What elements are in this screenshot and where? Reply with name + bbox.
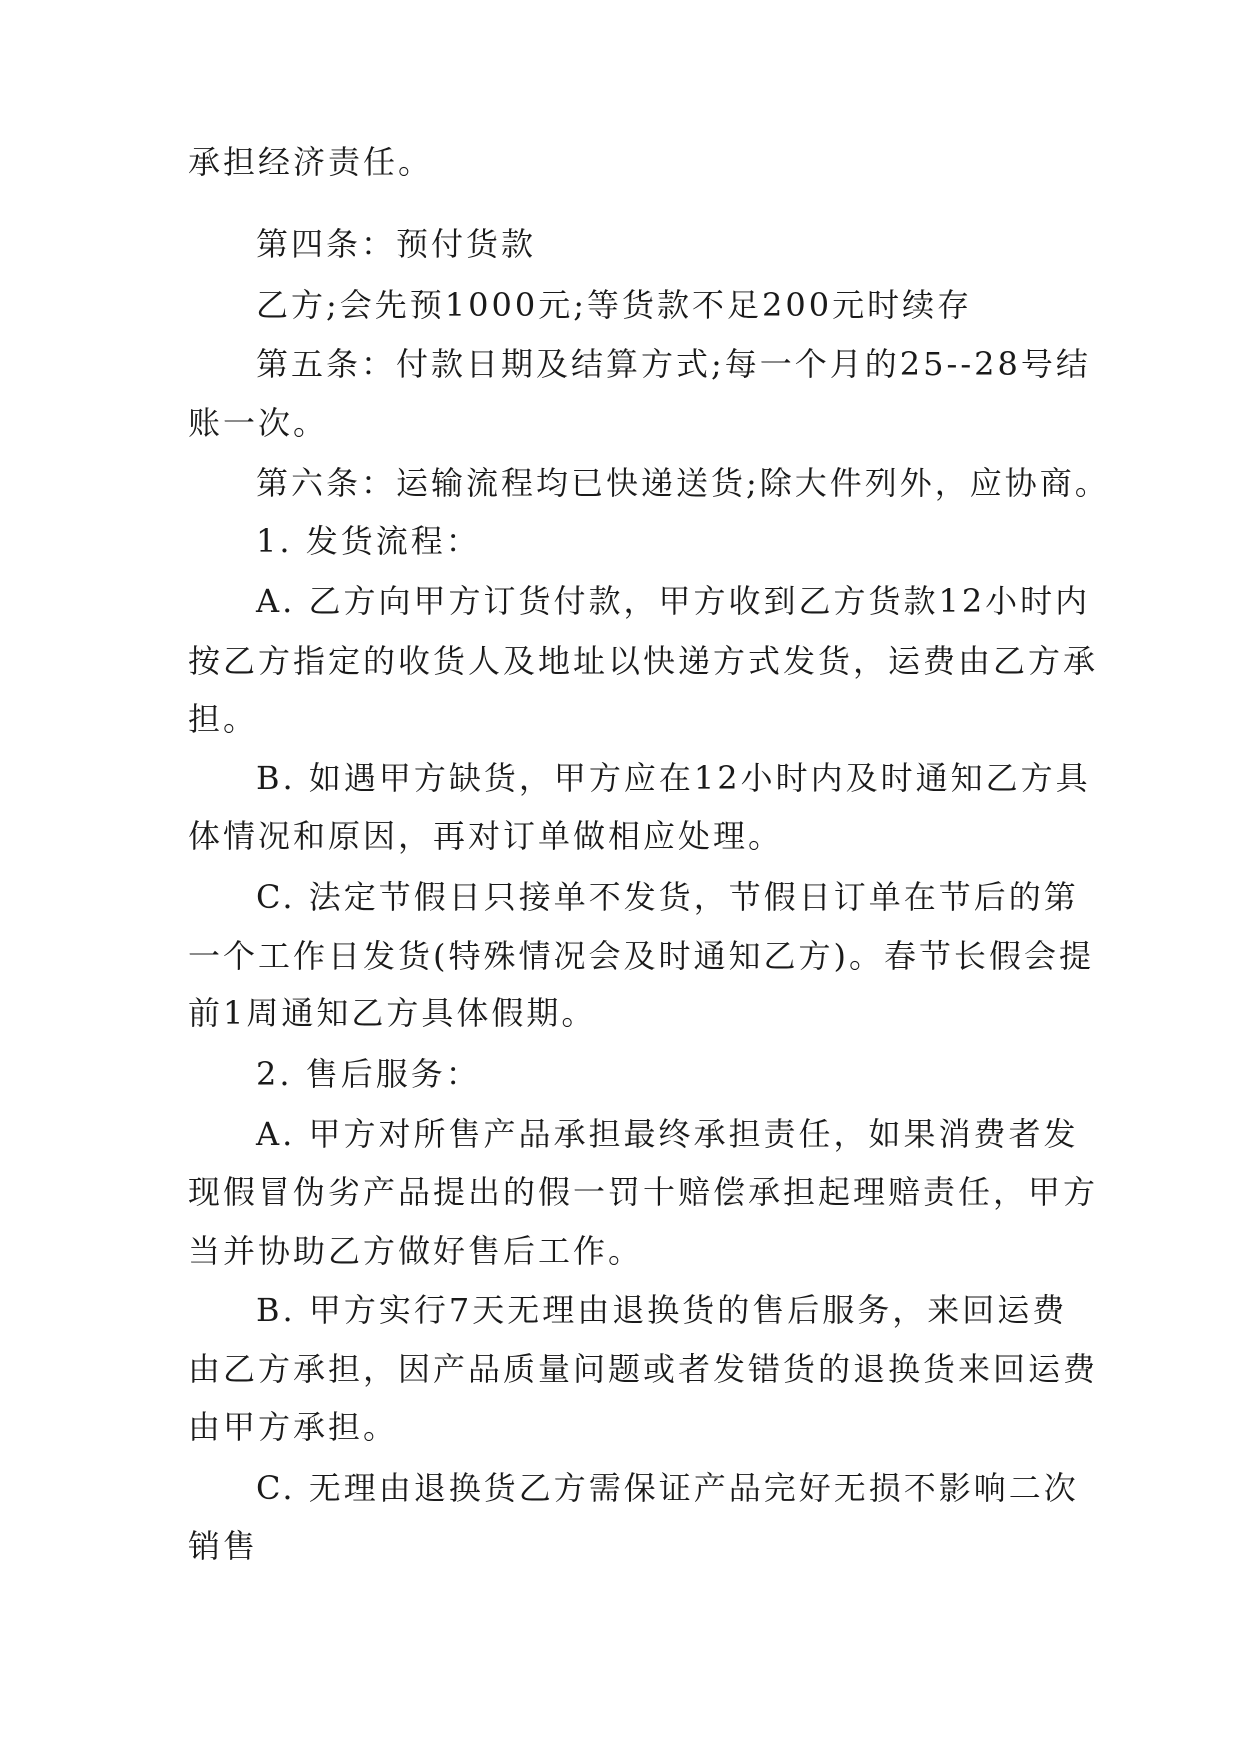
text-line: 2. 售后服务： xyxy=(256,1055,481,1093)
text-line: 乙方;会先预1000元;等货款不足200元时续存 xyxy=(256,286,973,324)
text-line: A. 甲方对所售产品承担最终承担责任，如果消费者发 xyxy=(256,1115,1079,1153)
text-line: 销售 xyxy=(188,1527,259,1565)
text-line: 现假冒伪劣产品提出的假一罚十赔偿承担起理赔责任，甲方 xyxy=(188,1173,1099,1211)
text-line: A. 乙方向甲方订货付款，甲方收到乙方货款12小时内 xyxy=(256,582,1091,620)
text-line: B. 如遇甲方缺货，甲方应在12小时内及时通知乙方具 xyxy=(256,759,1091,797)
text-line: C. 无理由退换货乙方需保证产品完好无损不影响二次 xyxy=(256,1469,1079,1507)
text-line: 第六条：运输流程均已快递送货;除大件列外，应协商。 xyxy=(256,464,1110,502)
text-line: 当并协助乙方做好售后工作。 xyxy=(188,1232,644,1270)
text-line: 由乙方承担，因产品质量问题或者发错货的退换货来回运费 xyxy=(188,1350,1099,1388)
text-line: 体情况和原因，再对订单做相应处理。 xyxy=(188,817,784,855)
text-line: B. 甲方实行7天无理由退换货的售后服务，来回运费 xyxy=(256,1291,1068,1329)
text-line: 由甲方承担。 xyxy=(188,1408,399,1446)
text-line: 按乙方指定的收货人及地址以快递方式发货，运费由乙方承 xyxy=(188,642,1099,680)
text-line: C. 法定节假日只接单不发货，节假日订单在节后的第 xyxy=(256,878,1079,916)
text-line: 承担经济责任。 xyxy=(188,143,434,181)
text-line: 第四条：预付货款 xyxy=(256,225,537,263)
text-line: 1. 发货流程： xyxy=(256,522,481,560)
text-line: 账一次。 xyxy=(188,404,329,442)
text-line: 前1周通知乙方具体假期。 xyxy=(188,994,597,1032)
text-line: 担。 xyxy=(188,700,259,738)
text-line: 第五条：付款日期及结算方式;每一个月的25--28号结 xyxy=(256,345,1091,383)
text-line: 一个工作日发货(特殊情况会及时通知乙方)。春节长假会提 xyxy=(188,937,1094,975)
